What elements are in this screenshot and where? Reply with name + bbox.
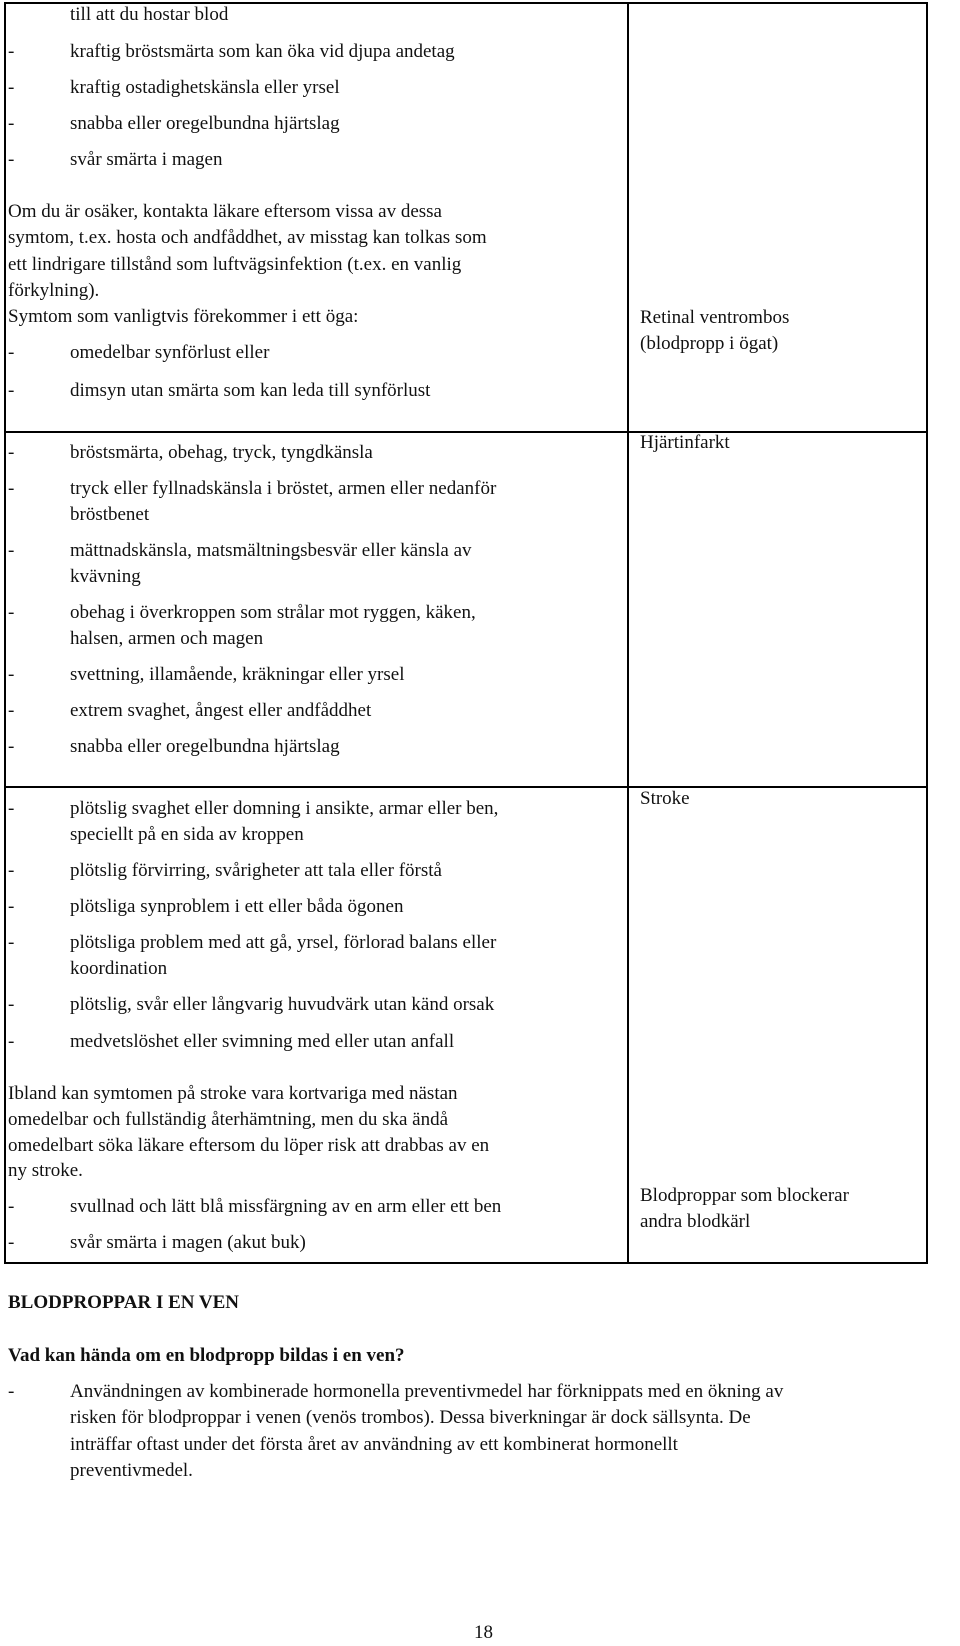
list-item-text: kraftig ostadighetskänsla eller yrsel [70,77,340,98]
list-item-text: bröstbenet [70,504,150,525]
list-item-text: dimsyn utan smärta som kan leda till synförlust [70,380,431,401]
bullet-dash: - [8,1031,15,1052]
bullet-dash: - [8,896,15,917]
table-border-bottom [4,1262,928,1264]
bullet-dash: - [8,478,15,499]
list-item-text: plötsliga synproblem i ett eller båda ögonen [70,896,404,917]
paragraph-line: ett lindrigare tillstånd som luftvägsinfektion (t.ex. en vanlig [8,254,462,275]
list-item-text: obehag i överkroppen som strålar mot ryggen, käken, [70,602,476,623]
bullet-dash: - [8,77,15,98]
bullet-dash: - [8,540,15,561]
list-item-text: bröstsmärta, obehag, tryck, tyngdkänsla [70,442,373,463]
bullet-dash: - [8,1381,15,1402]
list-item-text: plötsliga problem med att gå, yrsel, förlorad balans eller [70,932,497,953]
intro-text: Symtom som vanligtvis förekommer i ett öga: [8,306,359,327]
bullet-dash: - [8,664,15,685]
bullet-dash: - [8,798,15,819]
list-item-text: mättnadskänsla, matsmältningsbesvär eller känsla av [70,540,472,561]
list-item-text: svettning, illamående, kräkningar eller yrsel [70,664,405,685]
body-line: preventivmedel. [70,1460,193,1481]
bullet-dash: - [8,932,15,953]
paragraph-line: Ibland kan symtomen på stroke vara kortvariga med nästan [8,1083,458,1104]
list-item-text: halsen, armen och magen [70,628,264,649]
list-item-text: koordination [70,958,168,979]
bullet-dash: - [8,700,15,721]
bullet-dash: - [8,442,15,463]
condition-label: andra blodkärl [640,1211,751,1232]
list-item-text: svår smärta i magen (akut buk) [70,1232,306,1253]
list-item-text: snabba eller oregelbundna hjärtslag [70,736,340,757]
list-item-text: speciellt på en sida av kroppen [70,824,304,845]
section-heading: BLODPROPPAR I EN VEN [8,1292,240,1313]
bullet-dash: - [8,1232,15,1253]
paragraph-line: symtom, t.ex. hosta och andfåddhet, av misstag kan tolkas som [8,227,487,248]
bullet-dash: - [8,113,15,134]
condition-label: Retinal ventrombos [640,307,790,328]
body-line: inträffar oftast under det första året av användning av ett kombinerat hormonellt [70,1434,678,1455]
condition-label: (blodpropp i ögat) [640,333,779,354]
paragraph-line: omedelbart söka läkare eftersom du löper risk att drabbas av en [8,1135,490,1156]
list-item-text: extrem svaghet, ångest eller andfåddhet [70,700,372,721]
bullet-dash: - [8,860,15,881]
bullet-dash: - [8,1196,15,1217]
paragraph-line: förkylning). [8,280,100,301]
bullet-dash: - [8,994,15,1015]
paragraph-line: omedelbar och fullständig återhämtning, men du ska ändå [8,1109,449,1130]
list-item-text: plötslig förvirring, svårigheter att tala eller förstå [70,860,442,881]
body-line: Användningen av kombinerade hormonella preventivmedel har förknippats med en ökning av [70,1381,784,1402]
list-item-text: kvävning [70,566,141,587]
continuation-text: till att du hostar blod [70,4,229,25]
list-item-text: tryck eller fyllnadskänsla i bröstet, armen eller nedanför [70,478,497,499]
page-number: 18 [474,1622,493,1643]
condition-label: Stroke [640,788,690,809]
paragraph-line: Om du är osäker, kontakta läkare eftersom vissa av dessa [8,201,442,222]
bullet-dash: - [8,342,15,363]
table-border-left [4,2,6,1264]
condition-label: Blodproppar som blockerar [640,1185,849,1206]
list-item-text: plötslig, svår eller långvarig huvudvärk utan känd orsak [70,994,495,1015]
condition-label: Hjärtinfarkt [640,432,730,453]
list-item-text: snabba eller oregelbundna hjärtslag [70,113,340,134]
body-line: risken för blodproppar i venen (venös trombos). Dessa biverkningar är dock sällsynta. De [70,1407,751,1428]
paragraph-line: ny stroke. [8,1160,83,1181]
table-border-right [926,2,928,1264]
bullet-dash: - [8,149,15,170]
list-item-text: svår smärta i magen [70,149,223,170]
list-item-text: plötslig svaghet eller domning i ansikte, armar eller ben, [70,798,499,819]
list-item-text: medvetslöshet eller svimning med eller utan anfall [70,1031,455,1052]
bullet-dash: - [8,602,15,623]
bullet-dash: - [8,736,15,757]
bullet-dash: - [8,41,15,62]
list-item-text: kraftig bröstsmärta som kan öka vid djupa andetag [70,41,455,62]
question-heading: Vad kan hända om en blodpropp bildas i en ven? [8,1345,405,1366]
bullet-dash: - [8,380,15,401]
list-item-text: svullnad och lätt blå missfärgning av en arm eller ett ben [70,1196,502,1217]
table-divider-vertical [627,2,629,1264]
list-item-text: omedelbar synförlust eller [70,342,270,363]
